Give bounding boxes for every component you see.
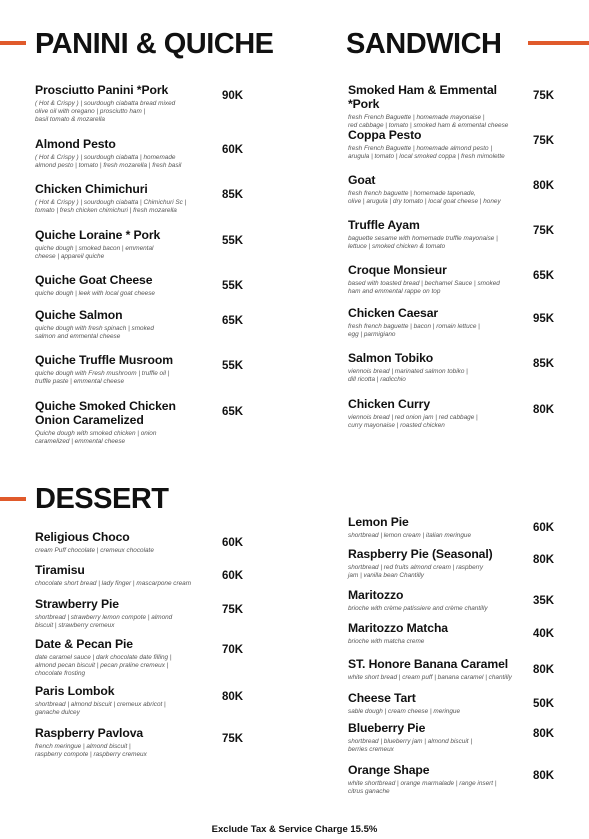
menu-item-price: 80K: [533, 404, 555, 416]
menu-item-description: fresh french baguette | homemade tapenade, olive | arugula | dry tomato | local goat cheese | honey: [348, 190, 501, 206]
menu-item-description: shortbread | almond biscuit | cremeux abricot | ganache dulcey: [35, 701, 166, 717]
menu-item-price: 85K: [222, 189, 244, 201]
menu-item-description: quiche dough with fresh spinach | smoked salmon and emmental cheese: [35, 325, 154, 341]
menu-item-price: 60K: [533, 522, 555, 534]
menu-item-description: baguette sesame with homemade truffle mayonaise | lettuce | smoked chicken & tomato: [348, 235, 498, 251]
menu-item-description: viennois bread | red onion jam | red cabbage | curry mayonaise | roasted chicken: [348, 414, 478, 430]
menu-item-price: 75K: [533, 90, 555, 102]
menu-item-name: Religious Choco: [35, 530, 130, 544]
menu-item: [348, 547, 527, 580]
menu-item-price: 80K: [533, 728, 555, 740]
menu-item-name: Lemon Pie: [348, 515, 409, 529]
menu-item: [348, 83, 527, 130]
menu-item: [35, 637, 216, 679]
menu-item-description: date caramel sauce | dark chocolate date filling | almond pecan biscuit | pecan praline cremeux | chocolate frosting: [35, 654, 172, 678]
tax-service-note: Exclude Tax & Service Charge 15.5%: [211, 824, 378, 835]
menu-item: [35, 726, 216, 759]
menu-item-price: 55K: [222, 360, 244, 372]
menu-item-name: Truffle Ayam: [348, 218, 420, 232]
menu-item: [35, 273, 216, 298]
menu-item-description: chocolate short bread | lady finger | mascarpone cream: [35, 580, 192, 587]
menu-item-description: ( Hot & Crispy ) | sourdough ciabatta | Chimichuri Sc | tomato | fresh chicken chimichuri | fresh mozarella: [35, 199, 187, 215]
menu-item: [348, 621, 527, 646]
menu-item-description: white short bread | cream puff | banana caramel | chantilly: [348, 674, 512, 681]
menu-item-price: 75K: [222, 733, 244, 745]
menu-item-price: 90K: [222, 90, 244, 102]
menu-item: [348, 306, 527, 339]
menu-item-name: Croque Monsieur: [348, 263, 447, 277]
menu-item-price: 80K: [533, 180, 555, 192]
menu-item: [348, 763, 527, 796]
menu-item-description: cream Puff chocolate | cremeux chocolate: [35, 547, 154, 554]
menu-item: [348, 128, 527, 161]
menu-item-name: Orange Shape: [348, 763, 430, 777]
menu-item-name: Chicken Curry: [348, 397, 431, 411]
menu-item-description: Quiche dough with smoked chicken | onion caramelized | emmental cheese: [35, 430, 157, 446]
menu-item-name: Paris Lombok: [35, 684, 115, 698]
menu-item-description: ( Hot & Crispy ) | sourdough ciabatta | homemade almond pesto | tomato | fresh mozarella | fresh basil: [35, 154, 182, 170]
menu-item-description: ( Hot & Crispy ) | sourdough ciabatta bread mixed olive oil with oregano | prosciutto ham | basil tomato & mozarella: [35, 100, 176, 124]
menu-item-description: brioche with matcha creme: [348, 638, 425, 645]
menu-item: [348, 397, 527, 430]
menu-item-name: Tiramisu: [35, 563, 85, 577]
menu-item-name: Chicken Caesar: [348, 306, 439, 320]
menu-item-name: Strawberry Pie: [35, 597, 119, 611]
menu-item-price: 85K: [533, 358, 555, 370]
menu-item: [35, 530, 216, 555]
menu-item-description: quiche dough with Fresh mushroom | truffle oil | truffle paste | emmental cheese: [35, 370, 170, 386]
menu-item-price: 50K: [533, 698, 555, 710]
menu-item-name: Coppa Pesto: [348, 128, 422, 142]
menu-item-description: shortbread | red fruits almond cream | raspberry jam | vanilla bean Chantilly: [348, 564, 484, 580]
menu-item-name: Prosciutto Panini *Pork: [35, 83, 169, 97]
menu-item: [348, 263, 527, 296]
menu-item: [348, 721, 527, 754]
accent-bar: [0, 497, 26, 501]
menu-item-name: Quiche Truffle Musroom: [35, 353, 173, 367]
menu-item-description: quiche dough | leek with local goat cheese: [35, 290, 155, 297]
menu-item-price: 65K: [222, 315, 244, 327]
menu-item-name: Date & Pecan Pie: [35, 637, 133, 651]
menu-item: [348, 691, 527, 716]
menu-item-description: white shortbread | orange marmalade | range insert | citrus ganache: [348, 780, 497, 796]
menu-item-price: 60K: [222, 570, 244, 582]
menu-item: [35, 308, 216, 341]
menu-item-description: viennois bread | marinated salmon tobiko | dill ricotta | radicchio: [348, 368, 468, 384]
menu-item-price: 80K: [222, 691, 244, 703]
menu-item-price: 40K: [533, 628, 555, 640]
menu-item-price: 75K: [533, 135, 555, 147]
menu-item-price: 95K: [533, 313, 555, 325]
heading-dessert: DESSERT: [35, 483, 169, 515]
menu-item-name: ST. Honore Banana Caramel: [348, 657, 509, 671]
menu-item-name: Chicken Chimichuri: [35, 182, 148, 196]
menu-item-description: based with toasted bread | bechamel Sauce | smoked ham and emmental rappe on top: [348, 280, 500, 296]
heading-panini-quiche: PANINI & QUICHE: [35, 28, 274, 60]
menu-item-description: shortbread | strawberry lemon compote | almond biscuit | strawberry cremeux: [35, 614, 173, 630]
menu-item-price: 70K: [222, 644, 244, 656]
accent-bar: [528, 41, 589, 45]
menu-item: [35, 353, 216, 386]
menu-item-price: 55K: [222, 280, 244, 292]
menu-item-name: Cheese Tart: [348, 691, 416, 705]
menu-item-name: Maritozzo: [348, 588, 404, 602]
menu-item-price: 80K: [533, 664, 555, 676]
menu-item-price: 60K: [222, 144, 244, 156]
menu-item-name: Quiche Goat Cheese: [35, 273, 153, 287]
menu-item: [35, 684, 216, 717]
menu-item-name: Almond Pesto: [35, 137, 116, 151]
menu-item-price: 55K: [222, 235, 244, 247]
menu-item: [35, 182, 216, 215]
menu-item-description: fresh French Baguette | homemade almond pesto | arugula | tomato | local smoked coppa | fresh mimolette: [348, 145, 505, 161]
menu-item-name: Goat: [348, 173, 376, 187]
menu-item-price: 75K: [222, 604, 244, 616]
menu-item: [35, 228, 216, 261]
menu-item-price: 75K: [533, 225, 555, 237]
menu-item: [348, 588, 527, 613]
accent-bar: [0, 41, 26, 45]
menu-item-description: shortbread | blueberry jam | almond biscuit | berries cremeux: [348, 738, 472, 754]
menu-item: [35, 137, 216, 170]
menu-item-name: Salmon Tobiko: [348, 351, 434, 365]
menu-item-name: Quiche Loraine * Pork: [35, 228, 161, 242]
menu-item-name: Smoked Ham & Emmental *Pork: [348, 83, 497, 111]
menu-item-price: 80K: [533, 554, 555, 566]
menu-item-description: french meringue | almond biscuit | raspberry compote | raspberry cremeux: [35, 743, 147, 759]
menu-item: [348, 515, 527, 540]
menu-item-price: 65K: [533, 270, 555, 282]
menu-item-price: 60K: [222, 537, 244, 549]
menu-item-description: brioche with crème patissiere and crème chantilly: [348, 605, 488, 612]
menu-item: [35, 563, 216, 588]
menu-item-description: shortbread | lemon cream | italian meringue: [348, 532, 472, 539]
menu-item-price: 80K: [533, 770, 555, 782]
menu-item-price: 35K: [533, 595, 555, 607]
menu-item-name: Quiche Smoked Chicken Onion Caramelized: [35, 399, 176, 427]
menu-item-description: sable dough | cream cheese | meringue: [348, 708, 461, 715]
menu-item: [348, 218, 527, 251]
menu-item-name: Raspberry Pavlova: [35, 726, 144, 740]
menu-item: [348, 173, 527, 206]
menu-item-name: Quiche Salmon: [35, 308, 123, 322]
menu-item-name: Maritozzo Matcha: [348, 621, 448, 635]
menu-item-description: fresh french baguette | bacon | romain lettuce | egg | parmigiano: [348, 323, 480, 339]
menu-item: [35, 83, 216, 125]
menu-item: [348, 351, 527, 384]
menu-item-name: Blueberry Pie: [348, 721, 426, 735]
menu-item-price: 65K: [222, 406, 244, 418]
menu-item: [35, 399, 216, 446]
heading-sandwich: SANDWICH: [346, 28, 502, 60]
menu-item-description: quiche dough | smoked bacon | emmental cheese | appareil quiche: [35, 245, 154, 261]
menu-item: [348, 657, 527, 682]
menu-item-name: Raspberry Pie (Seasonal): [348, 547, 493, 561]
menu-item-description: fresh French Baguette | homemade mayonaise | red cabbage | tomato | smoked ham & emmental cheese: [348, 114, 509, 130]
menu-item: [35, 597, 216, 630]
